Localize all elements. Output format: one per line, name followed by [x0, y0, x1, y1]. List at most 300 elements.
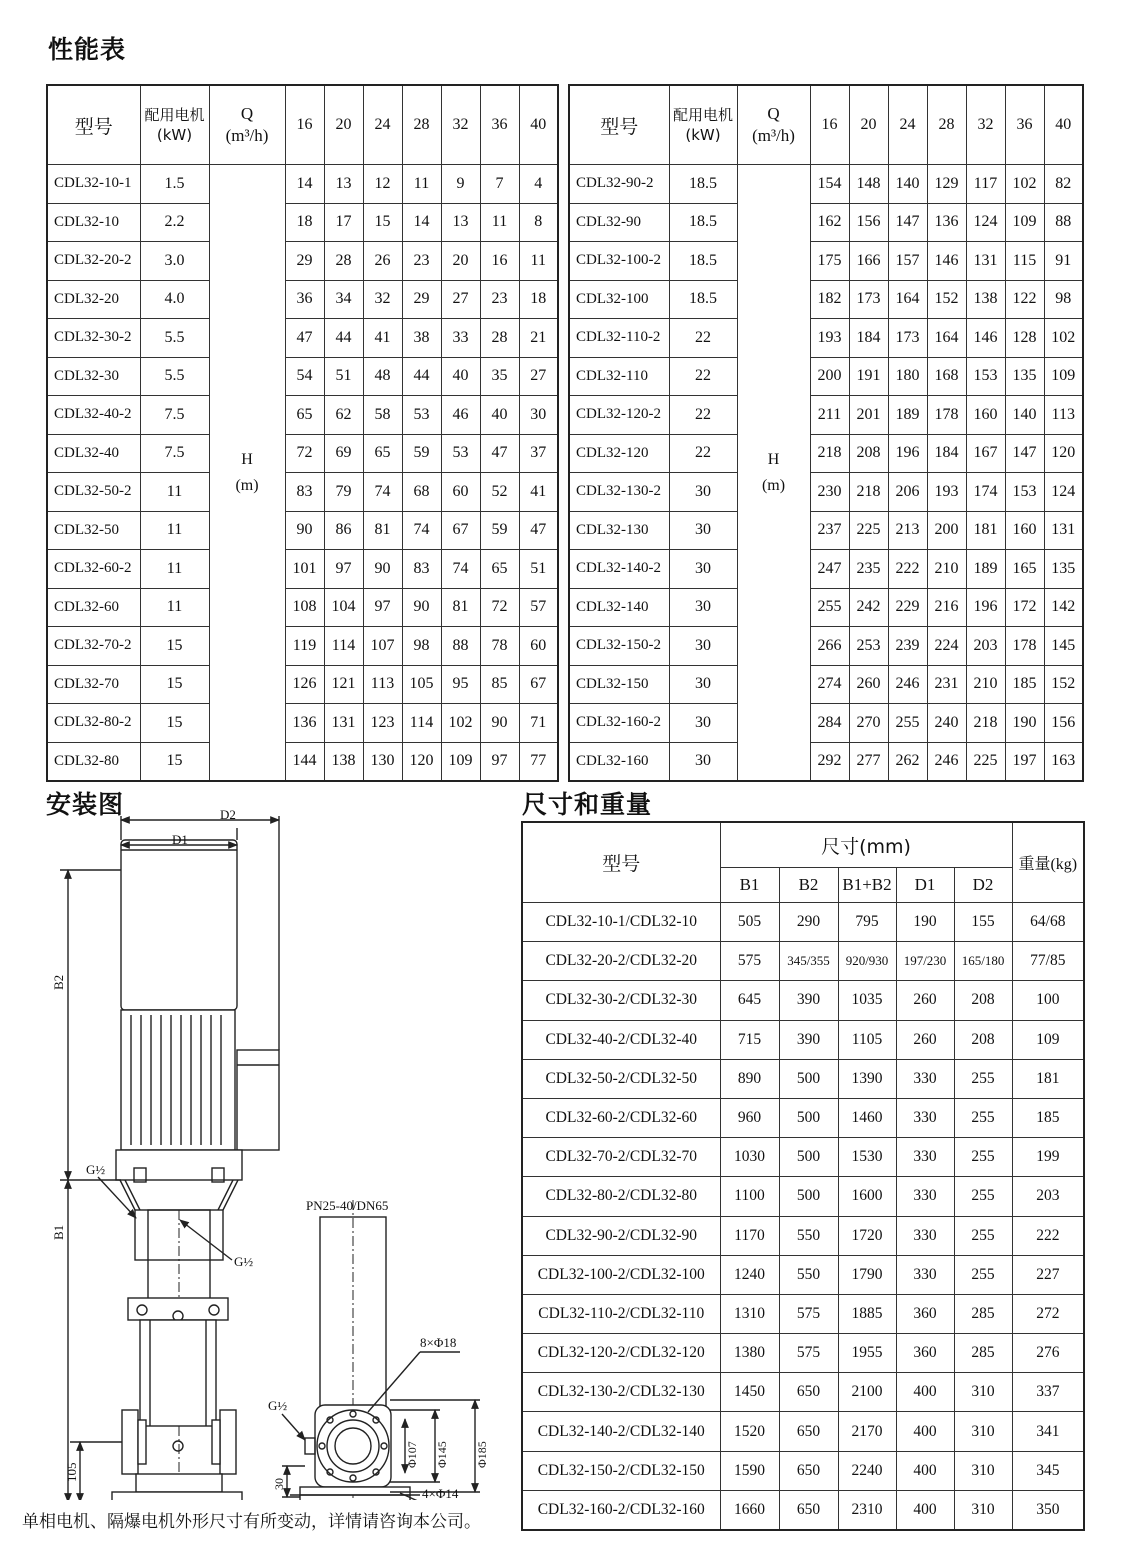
- model-cell: CDL32-130-2: [569, 473, 669, 512]
- b1b2-cell: 1460: [838, 1098, 896, 1137]
- head-value-cell: 253: [849, 627, 888, 666]
- model-cell: CDL32-60-2/CDL32-60: [522, 1098, 720, 1137]
- d2-cell: 255: [954, 1059, 1012, 1098]
- table-row: [569, 704, 1083, 743]
- head-value-cell: 191: [849, 357, 888, 396]
- d2-cell: 285: [954, 1294, 1012, 1333]
- head-value-cell: 97: [363, 588, 402, 627]
- motor-body: [121, 1010, 235, 1150]
- model-cell: CDL32-70-2: [47, 627, 140, 666]
- head-value-cell: 148: [849, 165, 888, 204]
- head-value-cell: 113: [363, 665, 402, 704]
- b1b2-cell: 1105: [838, 1020, 896, 1059]
- d2-cell: 255: [954, 1255, 1012, 1294]
- table-row: [47, 357, 558, 396]
- head-value-cell: 69: [324, 434, 363, 473]
- head-value-cell: 23: [480, 280, 519, 319]
- head-value-cell: 174: [966, 473, 1005, 512]
- head-value-cell: 166: [849, 242, 888, 281]
- label-30: 30: [272, 1478, 286, 1490]
- d1-cell: 330: [896, 1255, 954, 1294]
- d2-cell: 208: [954, 1020, 1012, 1059]
- b1b2-cell: 1600: [838, 1177, 896, 1216]
- weight-cell: 100: [1012, 981, 1084, 1020]
- head-value-cell: 85: [480, 665, 519, 704]
- motor-kw-cell: 15: [140, 704, 209, 743]
- model-cell: CDL32-160: [569, 742, 669, 781]
- head-value-cell: 105: [402, 665, 441, 704]
- b2-cell: 390: [779, 1020, 838, 1059]
- d1-cell: 330: [896, 1098, 954, 1137]
- b2-cell: 290: [779, 903, 838, 942]
- head-value-cell: 201: [849, 396, 888, 435]
- table-row: [569, 165, 1083, 204]
- head-value-cell: 203: [966, 627, 1005, 666]
- weight-cell: 185: [1012, 1098, 1084, 1137]
- table-row: [522, 1216, 1084, 1255]
- b1b2-cell: 1390: [838, 1059, 896, 1098]
- b2-cell: 500: [779, 1138, 838, 1177]
- model-cell: CDL32-150: [569, 665, 669, 704]
- label-phi185: Φ185: [475, 1441, 489, 1468]
- head-value-cell: 109: [1044, 357, 1083, 396]
- head-value-cell: 167: [966, 434, 1005, 473]
- head-value-cell: 62: [324, 396, 363, 435]
- head-value-cell: 57: [519, 588, 558, 627]
- head-value-cell: 13: [324, 165, 363, 204]
- head-value-cell: 255: [810, 588, 849, 627]
- motor-fan-cover: [121, 840, 237, 1010]
- table-row: [522, 1098, 1084, 1137]
- head-value-cell: 246: [927, 742, 966, 781]
- model-cell: CDL32-130: [569, 511, 669, 550]
- table-row: [47, 434, 558, 473]
- head-value-cell: 32: [363, 280, 402, 319]
- head-value-cell: 98: [1044, 280, 1083, 319]
- head-value-cell: 129: [927, 165, 966, 204]
- head-value-cell: 28: [480, 319, 519, 358]
- head-value-cell: 120: [402, 742, 441, 781]
- d2-cell: 255: [954, 1098, 1012, 1137]
- head-value-cell: 101: [285, 550, 324, 589]
- head-value-cell: 18: [519, 280, 558, 319]
- head-value-cell: 81: [363, 511, 402, 550]
- head-value-cell: 86: [324, 511, 363, 550]
- model-cell: CDL32-150-2/CDL32-150: [522, 1451, 720, 1490]
- d1-cell: 197/230: [896, 942, 954, 981]
- head-value-cell: 172: [1005, 588, 1044, 627]
- head-value-cell: 30: [519, 396, 558, 435]
- head-value-cell: 184: [849, 319, 888, 358]
- b1b2-cell: 1790: [838, 1255, 896, 1294]
- head-value-cell: 40: [441, 357, 480, 396]
- model-cell: CDL32-40-2/CDL32-40: [522, 1020, 720, 1059]
- head-value-cell: 124: [966, 203, 1005, 242]
- header-motor: 配用电机 (kW): [140, 85, 209, 165]
- table-row: [569, 319, 1083, 358]
- motor-kw-cell: 15: [140, 627, 209, 666]
- motor-kw-cell: 18.5: [669, 280, 737, 319]
- head-value-cell: 216: [927, 588, 966, 627]
- model-cell: CDL32-80-2/CDL32-80: [522, 1177, 720, 1216]
- b1b2-cell: 2170: [838, 1412, 896, 1451]
- head-value-cell: 9: [441, 165, 480, 204]
- model-cell: CDL32-130-2/CDL32-130: [522, 1373, 720, 1412]
- weight-cell: 337: [1012, 1373, 1084, 1412]
- model-cell: CDL32-140-2: [569, 550, 669, 589]
- model-cell: CDL32-90-2: [569, 165, 669, 204]
- model-cell: CDL32-110-2/CDL32-110: [522, 1294, 720, 1333]
- head-value-cell: 47: [480, 434, 519, 473]
- motor-kw-cell: 30: [669, 550, 737, 589]
- head-value-cell: 146: [966, 319, 1005, 358]
- head-value-cell: 95: [441, 665, 480, 704]
- head-value-cell: 98: [402, 627, 441, 666]
- head-value-cell: 246: [888, 665, 927, 704]
- model-cell: CDL32-20-2: [47, 242, 140, 281]
- model-cell: CDL32-100-2/CDL32-100: [522, 1255, 720, 1294]
- weight-cell: 64/68: [1012, 903, 1084, 942]
- d1-cell: 400: [896, 1490, 954, 1530]
- weight-cell: 203: [1012, 1177, 1084, 1216]
- header-d1: D1: [896, 868, 954, 903]
- head-value-cell: 74: [363, 473, 402, 512]
- d1-cell: 330: [896, 1138, 954, 1177]
- installation-title: 安装图: [46, 790, 125, 819]
- label-bolts-bottom: 4×Φ14: [422, 1486, 459, 1500]
- head-value-cell: 218: [810, 434, 849, 473]
- head-value-cell: 146: [927, 242, 966, 281]
- head-value-cell: 189: [888, 396, 927, 435]
- model-cell: CDL32-140: [569, 588, 669, 627]
- head-value-cell: 14: [402, 203, 441, 242]
- header-flow-point: 20: [849, 85, 888, 165]
- b1-cell: 1030: [720, 1138, 779, 1177]
- head-value-cell: 200: [927, 511, 966, 550]
- model-cell: CDL32-60-2: [47, 550, 140, 589]
- head-value-cell: 40: [480, 396, 519, 435]
- head-value-cell: 180: [888, 357, 927, 396]
- label-g-mid: G½: [234, 1254, 254, 1269]
- head-value-cell: 152: [927, 280, 966, 319]
- table-row: [47, 473, 558, 512]
- b1-cell: 1100: [720, 1177, 779, 1216]
- b1b2-cell: 1955: [838, 1334, 896, 1373]
- header-b2: B2: [779, 868, 838, 903]
- head-value-cell: 88: [441, 627, 480, 666]
- head-value-cell: 239: [888, 627, 927, 666]
- head-value-cell: 181: [966, 511, 1005, 550]
- head-value-cell: 97: [324, 550, 363, 589]
- table-row: [522, 942, 1084, 981]
- b1b2-cell: 2310: [838, 1490, 896, 1530]
- head-value-cell: 15: [363, 203, 402, 242]
- head-value-cell: 102: [1044, 319, 1083, 358]
- model-cell: CDL32-110: [569, 357, 669, 396]
- head-value-cell: 7: [480, 165, 519, 204]
- motor-kw-cell: 11: [140, 473, 209, 512]
- head-value-cell: 102: [1005, 165, 1044, 204]
- header-flow-point: 28: [402, 85, 441, 165]
- head-value-cell: 4: [519, 165, 558, 204]
- table-row: [522, 1490, 1084, 1530]
- head-value-cell: 284: [810, 704, 849, 743]
- head-value-cell: 242: [849, 588, 888, 627]
- b1-cell: 1170: [720, 1216, 779, 1255]
- b2-cell: 650: [779, 1451, 838, 1490]
- table-row: [522, 1294, 1084, 1333]
- table-row: [47, 665, 558, 704]
- weight-cell: 341: [1012, 1412, 1084, 1451]
- weight-cell: 272: [1012, 1294, 1084, 1333]
- head-value-cell: 97: [480, 742, 519, 781]
- head-value-cell: 247: [810, 550, 849, 589]
- head-value-cell: 121: [324, 665, 363, 704]
- table-row: [522, 1255, 1084, 1294]
- table-row: [522, 1020, 1084, 1059]
- b1b2-cell: 795: [838, 903, 896, 942]
- b1-cell: 1590: [720, 1451, 779, 1490]
- head-value-cell: 162: [810, 203, 849, 242]
- footnote: 单相电机、隔爆电机外形尺寸有所变动，详情请咨询本公司。: [22, 1512, 481, 1532]
- label-bolts-top: 8×Φ18: [420, 1335, 457, 1350]
- head-value-cell: 237: [810, 511, 849, 550]
- head-value-cell: 114: [324, 627, 363, 666]
- b2-cell: 345/355: [779, 942, 838, 981]
- d2-cell: 255: [954, 1177, 1012, 1216]
- head-value-cell: 74: [402, 511, 441, 550]
- model-cell: CDL32-90-2/CDL32-90: [522, 1216, 720, 1255]
- weight-cell: 276: [1012, 1334, 1084, 1373]
- table-row: [47, 165, 558, 204]
- label-d1: D1: [172, 832, 188, 847]
- head-value-cell: 59: [480, 511, 519, 550]
- label-d2: D2: [220, 807, 236, 822]
- head-value-cell: 90: [480, 704, 519, 743]
- table-row: [47, 704, 558, 743]
- head-value-cell: 29: [402, 280, 441, 319]
- model-cell: CDL32-10-1/CDL32-10: [522, 903, 720, 942]
- head-value-cell: 120: [1044, 434, 1083, 473]
- head-value-cell: 274: [810, 665, 849, 704]
- dimensions-table: [521, 821, 1085, 1531]
- b1-cell: 960: [720, 1098, 779, 1137]
- head-value-cell: 193: [927, 473, 966, 512]
- table-row: [569, 242, 1083, 281]
- model-cell: CDL32-30: [47, 357, 140, 396]
- header-flow-point: 32: [966, 85, 1005, 165]
- head-value-cell: 65: [285, 396, 324, 435]
- head-value-cell: 175: [810, 242, 849, 281]
- head-value-cell: 44: [324, 319, 363, 358]
- model-cell: CDL32-60: [47, 588, 140, 627]
- header-motor: 配用电机 (kW): [669, 85, 737, 165]
- b1-cell: 1310: [720, 1294, 779, 1333]
- performance-title: 性能表: [48, 35, 127, 64]
- motor-kw-cell: 11: [140, 511, 209, 550]
- weight-cell: 181: [1012, 1059, 1084, 1098]
- head-value-cell: 90: [402, 588, 441, 627]
- d1-cell: 400: [896, 1373, 954, 1412]
- table-row: [522, 1138, 1084, 1177]
- head-value-cell: 196: [966, 588, 1005, 627]
- table-row: [522, 1373, 1084, 1412]
- head-value-cell: 184: [927, 434, 966, 473]
- head-value-cell: 83: [285, 473, 324, 512]
- head-value-cell: 38: [402, 319, 441, 358]
- label-phi107: Φ107: [405, 1441, 419, 1468]
- table-row: [569, 742, 1083, 781]
- model-cell: CDL32-10-1: [47, 165, 140, 204]
- head-value-cell: 193: [810, 319, 849, 358]
- head-value-cell: 211: [810, 396, 849, 435]
- label-flange-spec: PN25-40/DN65: [306, 1198, 389, 1213]
- head-value-cell: 262: [888, 742, 927, 781]
- head-value-cell: 292: [810, 742, 849, 781]
- motor-kw-cell: 7.5: [140, 434, 209, 473]
- head-value-cell: 90: [363, 550, 402, 589]
- head-value-cell: 123: [363, 704, 402, 743]
- weight-cell: 222: [1012, 1216, 1084, 1255]
- head-value-cell: 47: [519, 511, 558, 550]
- head-value-cell: 277: [849, 742, 888, 781]
- head-value-cell: 138: [966, 280, 1005, 319]
- label-g-side: G½: [268, 1398, 288, 1413]
- b2-cell: 500: [779, 1059, 838, 1098]
- model-cell: CDL32-80-2: [47, 704, 140, 743]
- head-value-cell: 206: [888, 473, 927, 512]
- model-cell: CDL32-20: [47, 280, 140, 319]
- head-value-cell: 140: [1005, 396, 1044, 435]
- b1-cell: 1380: [720, 1334, 779, 1373]
- model-cell: CDL32-160-2: [569, 704, 669, 743]
- motor-kw-cell: 30: [669, 588, 737, 627]
- head-value-cell: 23: [402, 242, 441, 281]
- head-value-cell: 44: [402, 357, 441, 396]
- model-cell: CDL32-70-2/CDL32-70: [522, 1138, 720, 1177]
- d2-cell: 255: [954, 1216, 1012, 1255]
- header-weight: 重量(kg): [1012, 822, 1084, 903]
- header-flow-point: 32: [441, 85, 480, 165]
- head-value-cell: 37: [519, 434, 558, 473]
- weight-cell: 199: [1012, 1138, 1084, 1177]
- header-flow-point: 40: [1044, 85, 1083, 165]
- motor-kw-cell: 30: [669, 627, 737, 666]
- motor-kw-cell: 7.5: [140, 396, 209, 435]
- d1-cell: 400: [896, 1412, 954, 1451]
- head-value-cell: 83: [402, 550, 441, 589]
- table-row: [47, 242, 558, 281]
- head-value-cell: 222: [888, 550, 927, 589]
- d2-cell: 165/180: [954, 942, 1012, 981]
- b1b2-cell: 1035: [838, 981, 896, 1020]
- weight-cell: 227: [1012, 1255, 1084, 1294]
- head-value-cell: 108: [285, 588, 324, 627]
- head-value-cell: 266: [810, 627, 849, 666]
- head-value-cell: 190: [1005, 704, 1044, 743]
- head-value-cell: 225: [849, 511, 888, 550]
- b1-cell: 1240: [720, 1255, 779, 1294]
- head-value-cell: 41: [363, 319, 402, 358]
- head-value-cell: 156: [1044, 704, 1083, 743]
- header-flow-point: 40: [519, 85, 558, 165]
- head-value-cell: 16: [480, 242, 519, 281]
- header-flow-point: 36: [1005, 85, 1044, 165]
- head-value-cell: 140: [888, 165, 927, 204]
- b2-cell: 550: [779, 1216, 838, 1255]
- b2-cell: 650: [779, 1490, 838, 1530]
- head-value-cell: 27: [441, 280, 480, 319]
- table-row: [47, 550, 558, 589]
- head-value-cell: 135: [1044, 550, 1083, 589]
- head-value-cell: 131: [324, 704, 363, 743]
- b1b2-cell: 1530: [838, 1138, 896, 1177]
- motor-kw-cell: 18.5: [669, 165, 737, 204]
- head-value-cell: 115: [1005, 242, 1044, 281]
- motor-kw-cell: 1.5: [140, 165, 209, 204]
- motor-flange: [116, 1150, 242, 1180]
- head-value-cell: 54: [285, 357, 324, 396]
- motor-kw-cell: 3.0: [140, 242, 209, 281]
- head-value-cell: 20: [441, 242, 480, 281]
- head-unit-cell: H (m): [209, 165, 285, 782]
- motor-kw-cell: 22: [669, 434, 737, 473]
- weight-cell: 345: [1012, 1451, 1084, 1490]
- head-value-cell: 144: [285, 742, 324, 781]
- weight-cell: 77/85: [1012, 942, 1084, 981]
- b1-cell: 890: [720, 1059, 779, 1098]
- head-value-cell: 53: [402, 396, 441, 435]
- motor-kw-cell: 22: [669, 357, 737, 396]
- pump-head: [128, 1298, 228, 1320]
- b1-cell: 1520: [720, 1412, 779, 1451]
- model-cell: CDL32-50-2: [47, 473, 140, 512]
- b1b2-cell: 1720: [838, 1216, 896, 1255]
- d1-cell: 330: [896, 1177, 954, 1216]
- motor-kw-cell: 15: [140, 665, 209, 704]
- head-value-cell: 185: [1005, 665, 1044, 704]
- b1b2-cell: 1885: [838, 1294, 896, 1333]
- head-value-cell: 41: [519, 473, 558, 512]
- header-flow: Q (m³/h): [737, 85, 810, 165]
- table-row: [569, 357, 1083, 396]
- weight-cell: 350: [1012, 1490, 1084, 1530]
- head-value-cell: 78: [480, 627, 519, 666]
- label-105: 105: [64, 1462, 79, 1482]
- b2-cell: 390: [779, 981, 838, 1020]
- head-value-cell: 231: [927, 665, 966, 704]
- header-flow: Q (m³/h): [209, 85, 285, 165]
- header-b1b2: B1+B2: [838, 868, 896, 903]
- head-value-cell: 13: [441, 203, 480, 242]
- head-value-cell: 152: [1044, 665, 1083, 704]
- head-value-cell: 67: [519, 665, 558, 704]
- head-value-cell: 270: [849, 704, 888, 743]
- table-row: [47, 742, 558, 781]
- model-cell: CDL32-90: [569, 203, 669, 242]
- performance-table-left: [46, 84, 559, 782]
- table-row: [47, 627, 558, 666]
- head-value-cell: 36: [285, 280, 324, 319]
- table-row: [569, 665, 1083, 704]
- head-value-cell: 14: [285, 165, 324, 204]
- model-cell: CDL32-100-2: [569, 242, 669, 281]
- motor-kw-cell: 5.5: [140, 319, 209, 358]
- header-flow-point: 36: [480, 85, 519, 165]
- model-cell: CDL32-40: [47, 434, 140, 473]
- head-value-cell: 147: [888, 203, 927, 242]
- head-value-cell: 17: [324, 203, 363, 242]
